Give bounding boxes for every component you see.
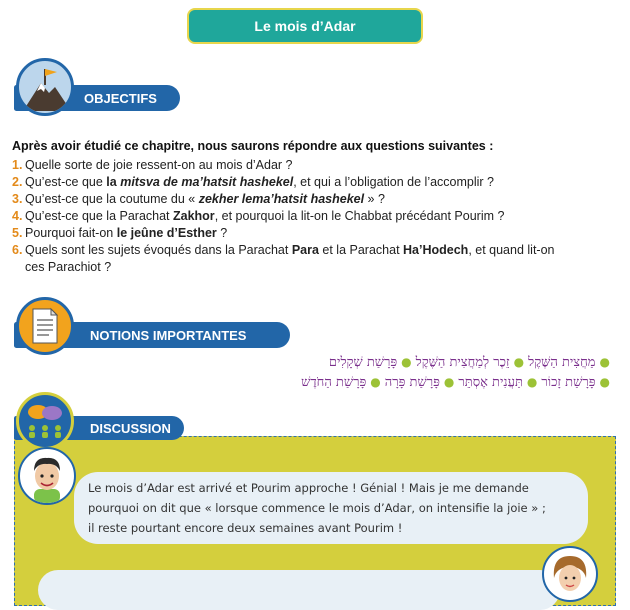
objectives-intro: Après avoir étudié ce chapitre, nous saurons répondre aux questions suivantes : — [12, 139, 494, 153]
mountain-flag-icon — [16, 58, 74, 116]
question-item: 4. Qu’est-ce que la Parachat Zakhor, et pourquoi la lit-on le Chabbat précédant Pourim ? — [12, 209, 505, 223]
question-number: 5. — [12, 226, 23, 240]
hebrew-term: תַּעֲנִית אֶסְתֵּר — [458, 375, 523, 390]
hebrew-term: מַחֲצִית הַשֶּׁקֶל — [528, 355, 596, 370]
question-item: 5. Pourquoi fait-on le jeûne d’Esther ? — [12, 226, 228, 240]
objectives-question-list — [12, 157, 612, 276]
question-number: 3. — [12, 192, 23, 206]
question-number: 1. — [12, 158, 23, 172]
question-number: 6. — [12, 243, 23, 257]
section-label-notions: NOTIONS IMPORTANTES — [90, 327, 247, 343]
section-label-discussion: DISCUSSION — [90, 420, 171, 436]
hebrew-term: זֵכֶר לְמַחֲצִית הַשֶּׁקֶל — [415, 355, 510, 370]
hebrew-term: פָּרָשַׁת הַחֹדֶשׁ — [301, 375, 367, 390]
section-label-objectifs: OBJECTIFS — [84, 90, 157, 106]
speech-bubble-boy: Le mois d’Adar est arrivé et Pourim approche ! Génial ! Mais je me demande pourquoi on dit que « lorsque commence le mois d’Adar, on intensifie la joie » ; il reste pourtant encore deux semaines avant Pourim ! — [74, 472, 588, 544]
speech-bubbles-icon — [16, 392, 74, 450]
question-item: 1. Quelle sorte de joie ressent-on au mois d’Adar ? — [12, 158, 293, 172]
hebrew-term: פָּרָשַׁת פָּרָה — [384, 375, 440, 390]
hebrew-term: פָּרָשַׁת שְׁקָלִים — [328, 355, 398, 370]
speech-bubble-girl — [38, 570, 560, 610]
hebrew-term: פָּרָשַׁת זָכוֹר — [541, 375, 596, 390]
question-number: 2. — [12, 175, 23, 189]
chapter-title: Le mois d’Adar — [187, 8, 423, 44]
question-item: 2. Qu’est-ce que la mitsva de ma’hatsit hashekel, et qui a l’obligation de l’accomplir ? — [12, 175, 495, 189]
question-item: 3. Qu’est-ce que la coutume du « zekher lema’hatsit hashekel » ? — [12, 192, 385, 206]
hebrew-terms-line-2: ●פָּרָשַׁת זָכוֹר●תַּעֲנִית אֶסְתֵּר●פָּרָשַׁת פָּרָה●פָּרָשַׁת הַחֹדֶשׁ — [301, 375, 610, 390]
document-icon — [16, 297, 74, 355]
question-number: 4. — [12, 209, 23, 223]
question-item: 6. Quels sont les sujets évoqués dans la Parachat Para et la Parachat Ha’Hodech, et quand lit-on ces Parachiot ? — [12, 243, 555, 274]
hebrew-terms-line-1: ●מַחֲצִית הַשֶּׁקֶל●זֵכֶר לְמַחֲצִית הַשֶּׁקֶל●פָּרָשַׁת שְׁקָלִים — [328, 355, 610, 370]
girl-avatar — [542, 546, 598, 602]
boy-avatar — [18, 447, 76, 505]
